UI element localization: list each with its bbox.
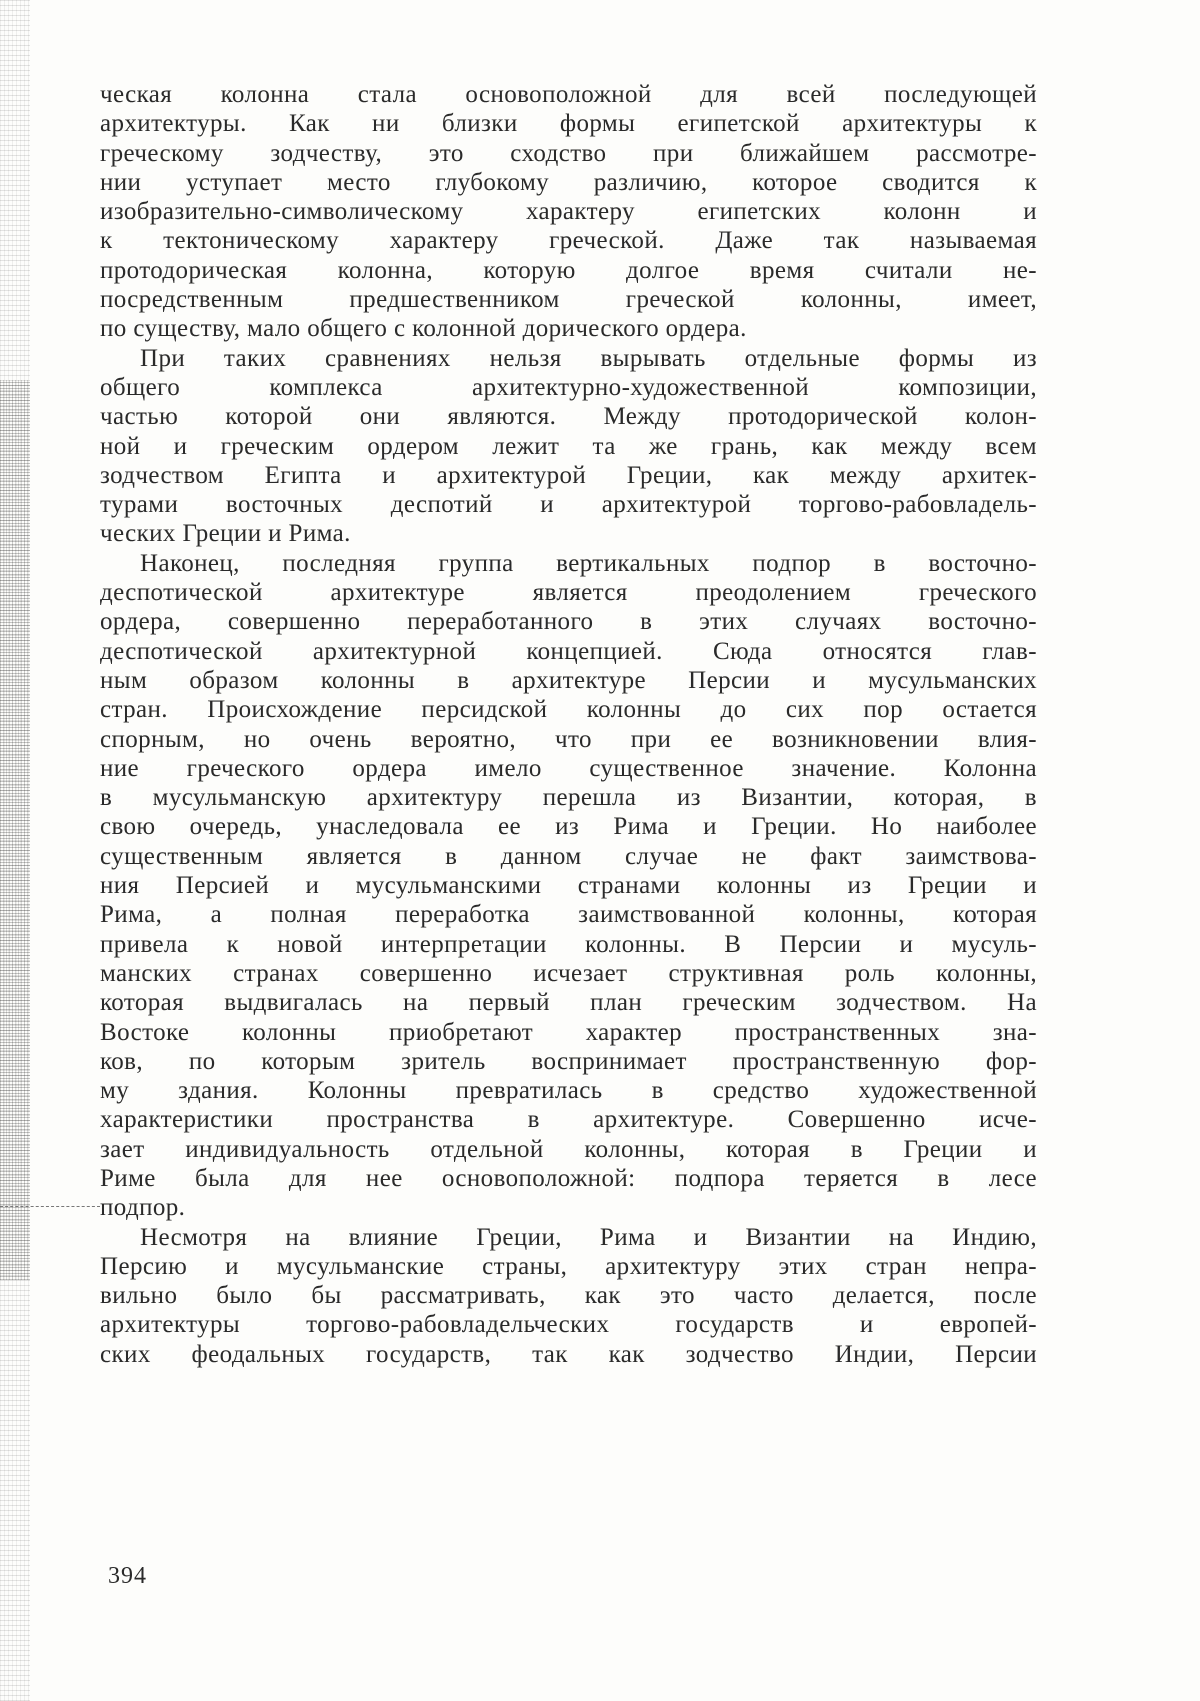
text-line: му здания. Колонны превратилась в средство художественной <box>100 1077 1037 1105</box>
text-line: ских феодальных государств, так как зодчество Индии, Персии <box>100 1340 1037 1368</box>
text-line: посредственным предшественником греческой колонны, имеет, <box>100 286 1037 314</box>
text-line: вильно было бы рассматривать, как это часто делается, после <box>100 1282 1037 1310</box>
text-line: ным образом колонны в архитектуре Персии и мусульманских <box>100 666 1037 694</box>
text-line: частью которой они являются. Между протодорической колон- <box>100 403 1037 431</box>
text-line: к тектоническому характеру греческой. Даже так называемая <box>100 227 1037 255</box>
text-line: характеристики пространства в архитектуре. Совершенно исче- <box>100 1106 1037 1134</box>
text-line: деспотической архитектурной концепцией. Сюда относятся глав- <box>100 637 1037 665</box>
text-line: которая выдвигалась на первый план греческим зодчеством. На <box>100 989 1037 1017</box>
text-line: по существу, мало общего с колонной дорического ордера. <box>100 315 747 343</box>
text-line: архитектуры торгово-рабовладельческих государств и европей- <box>100 1311 1037 1339</box>
text-line: ние греческого ордера имело существенное значение. Колонна <box>100 754 1037 782</box>
text-line: подпор. <box>100 1194 186 1222</box>
text-line: зодчеством Египта и архитектурой Греции, как между архитек- <box>100 461 1037 489</box>
text-line: Наконец, последняя группа вертикальных подпор в восточно- <box>140 549 1037 577</box>
scan-artifact-rule <box>0 1206 100 1207</box>
text-line: свою очередь, унаследовала ее из Рима и Греции. Но наиболее <box>100 813 1037 841</box>
text-line: деспотической архитектуре является преодолением греческого <box>100 579 1037 607</box>
text-line: ческая колонна стала основоположной для всей последующей <box>100 81 1037 108</box>
text-line: Риме была для нее основоположной: подпора теряется в лесе <box>100 1164 1037 1192</box>
text-line: существенным является в данном случае не факт заимствова- <box>100 842 1037 870</box>
text-line: привела к новой интерпретации колонны. В Персии и мусуль- <box>100 930 1037 958</box>
body-text <box>100 80 1037 1369</box>
text-line: ния Персией и мусульманскими странами колонны из Греции и <box>100 872 1037 900</box>
text-line: греческому зодчеству, это сходство при ближайшем рассмотре- <box>100 139 1037 167</box>
text-line: ческих Греции и Рима. <box>100 520 351 548</box>
text-line: ков, по которым зритель воспринимает пространственную фор- <box>100 1047 1037 1075</box>
text-line: Несмотря на влияние Греции, Рима и Византии на Индию, <box>140 1223 1037 1251</box>
scan-binding-shadow <box>0 380 30 1280</box>
text-line: турами восточных деспотий и архитектурой торгово-рабовладель- <box>100 491 1037 519</box>
text-line: нии уступает место глубокому различию, которое сводится к <box>100 168 1037 196</box>
text-line: манских странах совершенно исчезает структивная роль колонны, <box>100 959 1037 987</box>
text-line: общего комплекса архитектурно-художественной композиции, <box>100 373 1037 401</box>
text-line: протодорическая колонна, которую долгое время считали не- <box>100 256 1037 284</box>
text-line: Востоке колонны приобретают характер пространственных зна- <box>100 1018 1037 1046</box>
text-line: стран. Происхождение персидской колонны до сих пор остается <box>100 696 1037 724</box>
text-line: Персию и мусульманские страны, архитектуру этих стран непра- <box>100 1252 1037 1280</box>
page-number: 394 <box>108 1563 147 1589</box>
text-line: изобразительно-символическому характеру египетских колонн и <box>100 198 1037 226</box>
text-line: в мусульманскую архитектуру перешла из Византии, которая, в <box>100 784 1037 812</box>
text-line: архитектуры. Как ни близки формы египетской архитектуры к <box>100 110 1037 138</box>
text-line: ной и греческим ордером лежит та же грань, как между всем <box>100 432 1037 460</box>
text-line: зает индивидуальность отдельной колонны, которая в Греции и <box>100 1135 1037 1163</box>
text-line: спорным, но очень вероятно, что при ее возникновении влия- <box>100 725 1037 753</box>
text-line: При таких сравнениях нельзя вырывать отдельные формы из <box>140 344 1037 372</box>
text-line: ордера, совершенно переработанного в этих случаях восточно- <box>100 608 1037 636</box>
text-line: Рима, а полная переработка заимствованной колонны, которая <box>100 901 1037 929</box>
